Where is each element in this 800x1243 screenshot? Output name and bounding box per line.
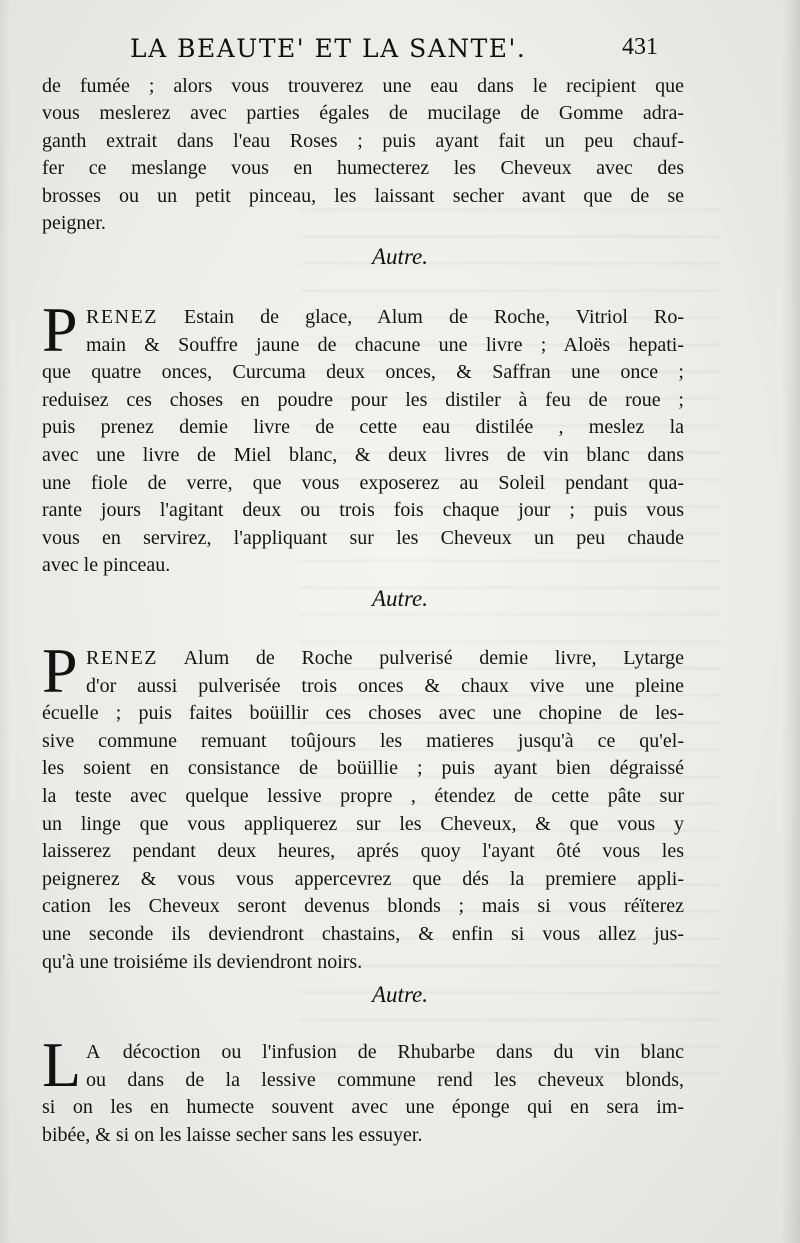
text-line: d'or aussi pulverisée trois onces & chaux vive une pleine xyxy=(86,674,684,697)
lead-word: A xyxy=(86,1041,102,1063)
drop-cap: P xyxy=(42,635,78,706)
text-line: qu'à une troisiéme ils deviendront noirs. xyxy=(42,950,363,973)
text-line: peigner. xyxy=(42,211,106,234)
text-line: vous en servirez, l'appliquant sur les Cheveux un peu chaude xyxy=(42,526,684,549)
text-line: un linge que vous appliquerez sur les Cheveux, & que vous y xyxy=(42,812,684,835)
left-edge-shadow xyxy=(0,0,10,1243)
text-line: la teste avec quelque lessive propre , étendez de cette pâte sur xyxy=(42,784,684,807)
text-line: peignerez & vous vous appercevrez que dés la premiere appli- xyxy=(42,867,684,890)
text-line: les soient en consistance de boüillie ; puis ayant bien dégraissé xyxy=(42,757,684,780)
text-line: cation les Cheveux seront devenus blonds ; mais si vous réïterez xyxy=(42,895,684,918)
line-text: décoction ou l'infusion de Rhubarbe dans du vin blanc xyxy=(122,1041,684,1063)
intro-paragraph xyxy=(42,73,684,237)
text-line xyxy=(42,1039,684,1067)
text-line: avec le pinceau. xyxy=(42,554,171,577)
line-text: Alum de Roche pulverisé demie livre, Lytarge xyxy=(183,647,684,669)
page-header xyxy=(130,34,690,68)
right-edge-shadow xyxy=(782,0,800,1243)
text-line: une seconde ils deviendront chastains, & enfin si vous allez jus- xyxy=(42,922,684,945)
text-line: avec une livre de Miel blanc, & deux livres de vin blanc dans xyxy=(42,443,684,466)
text-line: laisserez pendant deux heures, aprés quoy l'ayant ôté vous les xyxy=(42,840,684,863)
drop-cap: P xyxy=(42,294,78,365)
section-heading: Autre. xyxy=(372,982,428,1007)
text-line: ou dans de la lessive commune rend les cheveux blonds, xyxy=(86,1068,684,1091)
text-line: ganth extrait dans l'eau Roses ; puis ayant fait un peu chauf- xyxy=(42,129,684,152)
text-line: puis prenez demie livre de cette eau distilée , meslez la xyxy=(42,416,684,439)
text-line: sive commune remuant toûjours les matieres jusqu'à ce qu'el- xyxy=(42,729,684,752)
text-line: reduisez ces choses en poudre pour les distiler à feu de roue ; xyxy=(42,388,684,411)
text-line: écuelle ; puis faites boüillir ces choses avec une chopine de les- xyxy=(42,702,684,725)
text-line: brosses ou un petit pinceau, les laissant secher avant que de se xyxy=(42,184,684,207)
running-head: LA BEAUTE' ET LA SANTE'. xyxy=(130,34,527,63)
text-line: une fiole de verre, que vous exposerez au Soleil pendant qua- xyxy=(42,471,684,494)
recipe-paragraph xyxy=(42,635,684,976)
section-heading: Autre. xyxy=(372,586,428,611)
text-line xyxy=(42,304,684,332)
text-line: que quatre onces, Curcuma deux onces, & Saffran une once ; xyxy=(42,361,684,384)
text-line: rante jours l'agitant deux ou trois fois chaque jour ; puis vous xyxy=(42,499,684,522)
text-line xyxy=(42,645,684,673)
section-heading: Autre. xyxy=(372,244,428,269)
line-text: Estain de glace, Alum de Roche, Vitriol Ro- xyxy=(184,306,685,328)
recipe-paragraph xyxy=(42,1029,684,1149)
lead-word: RENEZ xyxy=(86,647,158,669)
drop-cap: L xyxy=(42,1029,82,1100)
text-line: fer ce meslange vous en humecterez les Cheveux avec des xyxy=(42,157,684,180)
text-line: si on les en humecte souvent avec une éponge qui en sera im- xyxy=(42,1096,684,1119)
text-line: main & Souffre jaune de chacune une livre ; Aloës hepati- xyxy=(86,333,684,356)
lead-word: RENEZ xyxy=(86,306,158,328)
recipe-paragraph xyxy=(42,294,685,580)
text-line: de fumée ; alors vous trouverez une eau dans le recipient que xyxy=(42,75,684,97)
text-line: bibée, & si on les laisse secher sans les essuyer. xyxy=(42,1123,423,1146)
text-line: vous meslerez avec parties égales de mucilage de Gomme adra- xyxy=(42,102,684,125)
page-number: 431 xyxy=(622,34,658,60)
